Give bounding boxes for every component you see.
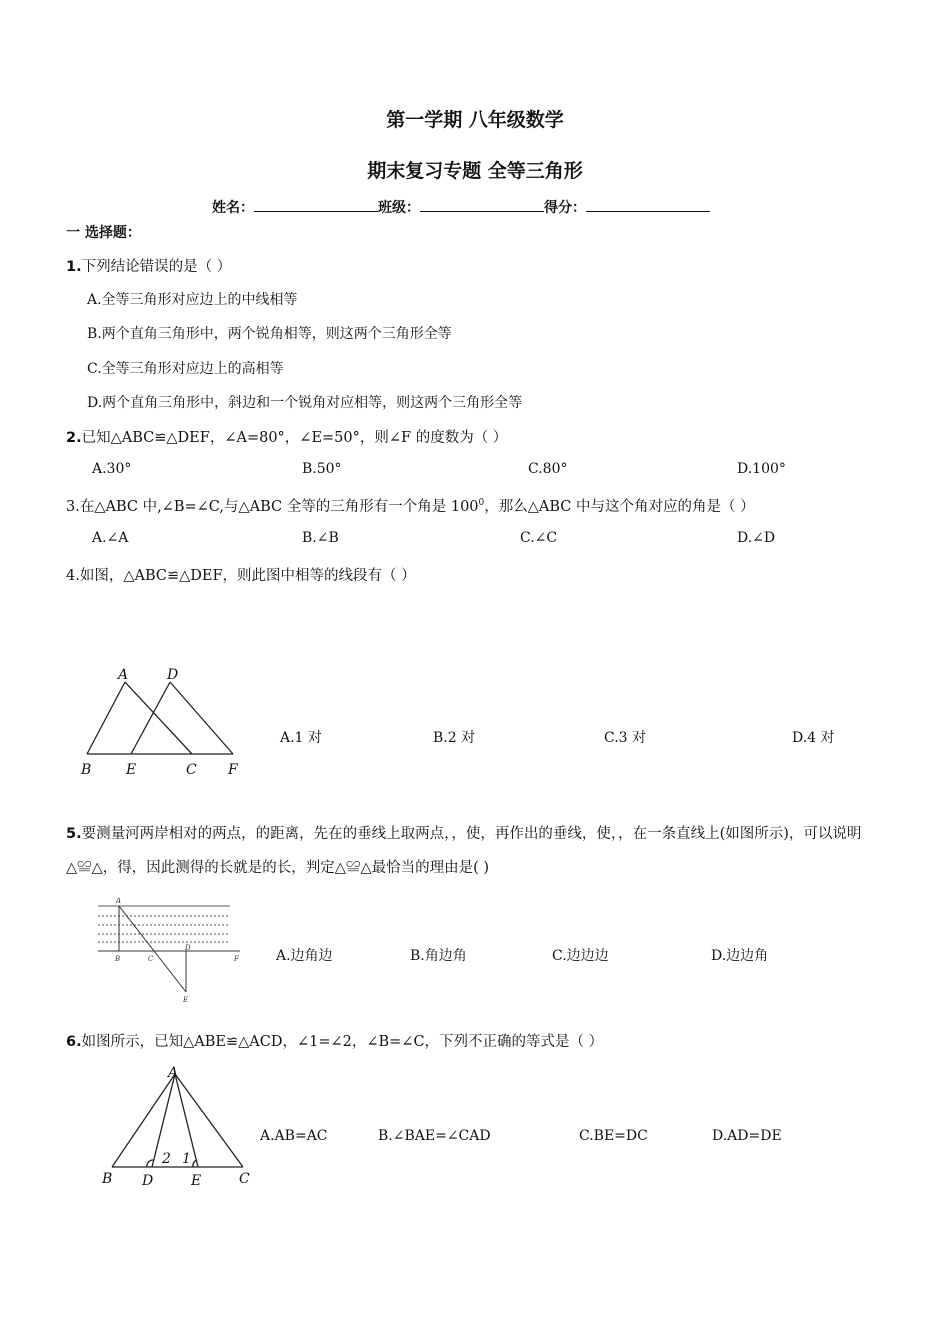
q2-option-d: D.100° <box>737 461 786 477</box>
superscript: 0 <box>478 498 485 509</box>
question-4 <box>66 564 416 585</box>
q2-option-b: B.50° <box>302 461 342 477</box>
label-a: A <box>116 897 122 905</box>
question-number: 2. <box>66 430 82 446</box>
question-text: 如图所示，已知△ABE≌△ACD，∠1=∠2，∠B=∠C，下列不正确的等式是（ ） <box>81 1034 604 1050</box>
label-d: D <box>185 944 191 952</box>
q1-option-a: A.全等三角形对应边上的中线相等 <box>87 292 298 308</box>
label-b: B <box>115 955 121 963</box>
question-number: 3. <box>66 499 80 515</box>
question-text: 如图，△ABC≌△DEF，则此图中相等的线段有（ ） <box>79 568 416 584</box>
line-ab <box>87 682 125 754</box>
page-title: 第一学期 八年级数学 <box>386 109 564 131</box>
q3-option-d: D.∠D <box>737 530 776 546</box>
label-e: E <box>126 762 137 778</box>
question-text-cont: ，那么△ABC 中与这个角对应的角是（ ） <box>484 499 755 515</box>
section-heading: 一 选择题： <box>66 225 141 241</box>
q6-option-a: A.AB=AC <box>260 1128 328 1144</box>
q4-option-c: C.3 对 <box>604 730 647 746</box>
q5-option-d: D.边边角 <box>711 948 769 964</box>
figure-q5 <box>90 892 245 1007</box>
q6-option-c: C.BE=DC <box>579 1128 648 1144</box>
q4-option-d: D.4 对 <box>792 730 835 746</box>
question-5 <box>66 817 896 885</box>
line-df <box>170 682 233 754</box>
q1-option-b: B.两个直角三角形中，两个锐角相等，则这两个三角形全等 <box>87 326 452 342</box>
line-ac <box>125 682 192 754</box>
figure-q4 <box>75 662 255 782</box>
q5-option-b: B.角边角 <box>410 948 467 964</box>
figure-q6 <box>95 1062 260 1192</box>
q6-option-b: B.∠BAE=∠CAD <box>378 1128 491 1144</box>
label-c: C <box>239 1171 250 1187</box>
q6-option-d: D.AD=DE <box>712 1128 782 1144</box>
question-2 <box>66 426 507 447</box>
q3-option-c: C.∠C <box>520 530 558 546</box>
question-text: 在△ABC 中,∠B=∠C,与△ABC 全等的三角形有一个角是 100 <box>79 499 479 515</box>
question-6 <box>66 1030 603 1051</box>
score-blank[interactable] <box>586 199 710 212</box>
question-number: 4. <box>66 568 80 584</box>
label-b: B <box>102 1171 113 1187</box>
label-a: A <box>118 667 129 683</box>
q5-option-a: A.边角边 <box>276 948 333 964</box>
score-label: 得分： <box>544 200 586 216</box>
q5-option-c: C.边边边 <box>552 948 609 964</box>
class-label: 班级： <box>378 200 420 216</box>
q1-option-c: C.全等三角形对应边上的高相等 <box>87 361 284 377</box>
page-subtitle: 期末复习专题 全等三角形 <box>367 160 583 182</box>
question-3 <box>66 495 755 516</box>
question-number: 5. <box>66 826 82 842</box>
q3-option-a: A.∠A <box>92 530 129 546</box>
label-f: F <box>234 955 239 963</box>
q4-option-b: B.2 对 <box>433 730 476 746</box>
question-text: 下列结论错误的是（ ） <box>81 259 232 275</box>
question-number: 6. <box>66 1034 82 1050</box>
label-a: A <box>168 1065 179 1081</box>
line-de <box>131 682 170 754</box>
label-f: F <box>228 762 238 778</box>
label-b: B <box>81 762 92 778</box>
q1-option-d: D.两个直角三角形中，斜边和一个锐角对应相等，则这两个三角形全等 <box>87 395 523 411</box>
label-c: C <box>186 762 197 778</box>
line-ae <box>119 906 186 992</box>
q3-option-b: B.∠B <box>302 530 339 546</box>
question-number: 1. <box>66 259 82 275</box>
label-e: E <box>183 996 189 1004</box>
question-text: 要测量河两岸相对的两点，的距离，先在的垂线上取两点，，使，再作出的垂线，使，，在一条直线上(如图所示)，可以说明△≌△，得，因此测得的长就是的长，判定△≌△最恰当的理由是( ) <box>66 826 862 876</box>
label-angle-1: 1 <box>182 1151 191 1167</box>
q2-option-a: A.30° <box>92 461 132 477</box>
name-label: 姓名： <box>212 200 254 216</box>
label-angle-2: 2 <box>162 1151 171 1167</box>
q2-option-c: C.80° <box>528 461 568 477</box>
question-text: 已知△ABC≌△DEF，∠A=80°，∠E=50°，则∠F 的度数为（ ） <box>81 430 508 446</box>
label-d: D <box>142 1173 154 1189</box>
question-1 <box>66 255 231 276</box>
name-blank[interactable] <box>254 199 378 212</box>
class-blank[interactable] <box>420 199 544 212</box>
q4-option-a: A.1 对 <box>280 730 322 746</box>
label-d: D <box>167 667 179 683</box>
student-info-row <box>212 197 710 217</box>
label-e: E <box>191 1173 202 1189</box>
label-c: C <box>148 955 154 963</box>
